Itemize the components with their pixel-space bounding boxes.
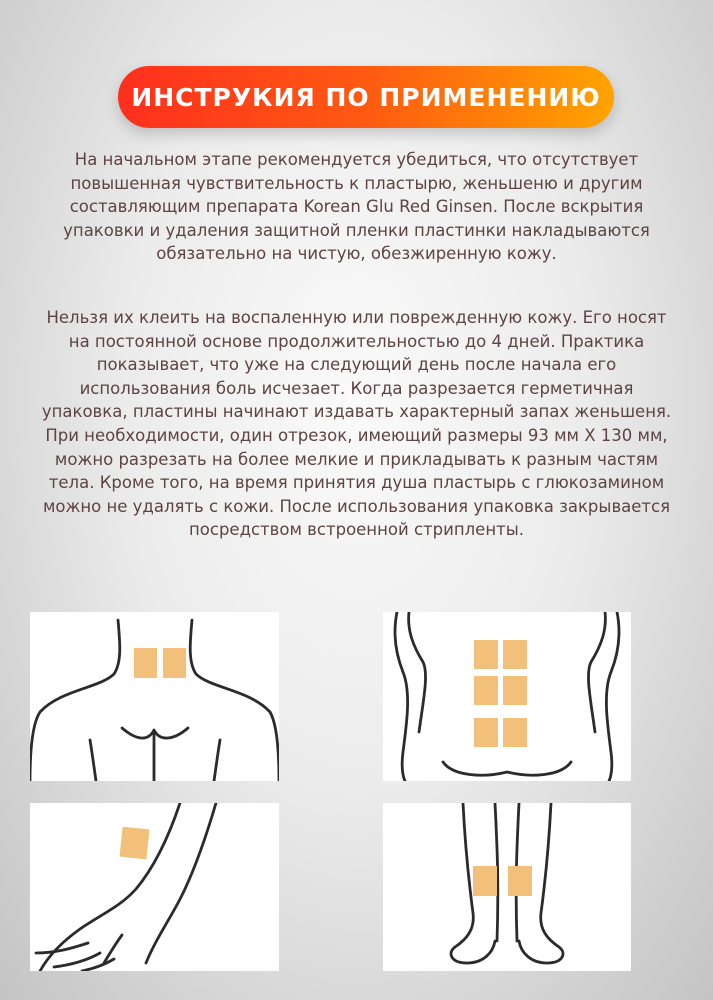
patch: [120, 827, 150, 860]
illustration-lower-back: [383, 612, 631, 781]
patch: [508, 866, 532, 896]
patch: [134, 648, 157, 678]
patch: [474, 640, 498, 669]
patch: [503, 676, 527, 705]
page-title: ИНСТРУКИЯ ПО ПРИМЕНЕНИЮ: [131, 82, 601, 112]
illustration-forearm: [30, 803, 279, 971]
intro-paragraph: На начальном этапе рекомендуется убедиться, что отсутствует повышенная чувствительность к пластырю, женьшеню и другим составляющим препарата Korean Glu Red Ginsen. После вскрытия упаковки и удаления защитной пленки пластинки накладываются обязательно на чистую, обезжиренную кожу.: [63, 150, 650, 264]
upper-back-drawing: [30, 612, 279, 781]
patch: [474, 676, 498, 705]
usage-paragraph: Нельзя их клеить на воспаленную или поврежденную кожу. Его носят на постоянной основе продолжительностью до 4 дней. Практика показывает, что уже на следующий день после начала его использования боль исчезает. Когда разрезается герметичная упаковка, пластины начинают издавать характерный запах женьшеня. При необходимости, один отрезок, имеющий размеры 93 мм Х 130 мм, можно разрезать на более мелкие и прикладывать к разным частям тела. Кроме того, на время принятия душа пластырь с глюкозамином можно не удалять с кожи. После использования упаковка закрывается посредством встроенной стрипленты.: [41, 308, 672, 540]
patch: [503, 640, 527, 669]
calves-drawing: [383, 803, 631, 971]
illustration-upper-back: [30, 612, 279, 781]
forearm-drawing: [30, 803, 279, 971]
patch: [163, 648, 186, 678]
patch: [474, 718, 498, 747]
title-banner: [118, 66, 614, 128]
patch: [473, 866, 497, 896]
illustration-calves: [383, 803, 631, 971]
patch: [503, 718, 527, 747]
lower-back-drawing: [383, 612, 631, 781]
